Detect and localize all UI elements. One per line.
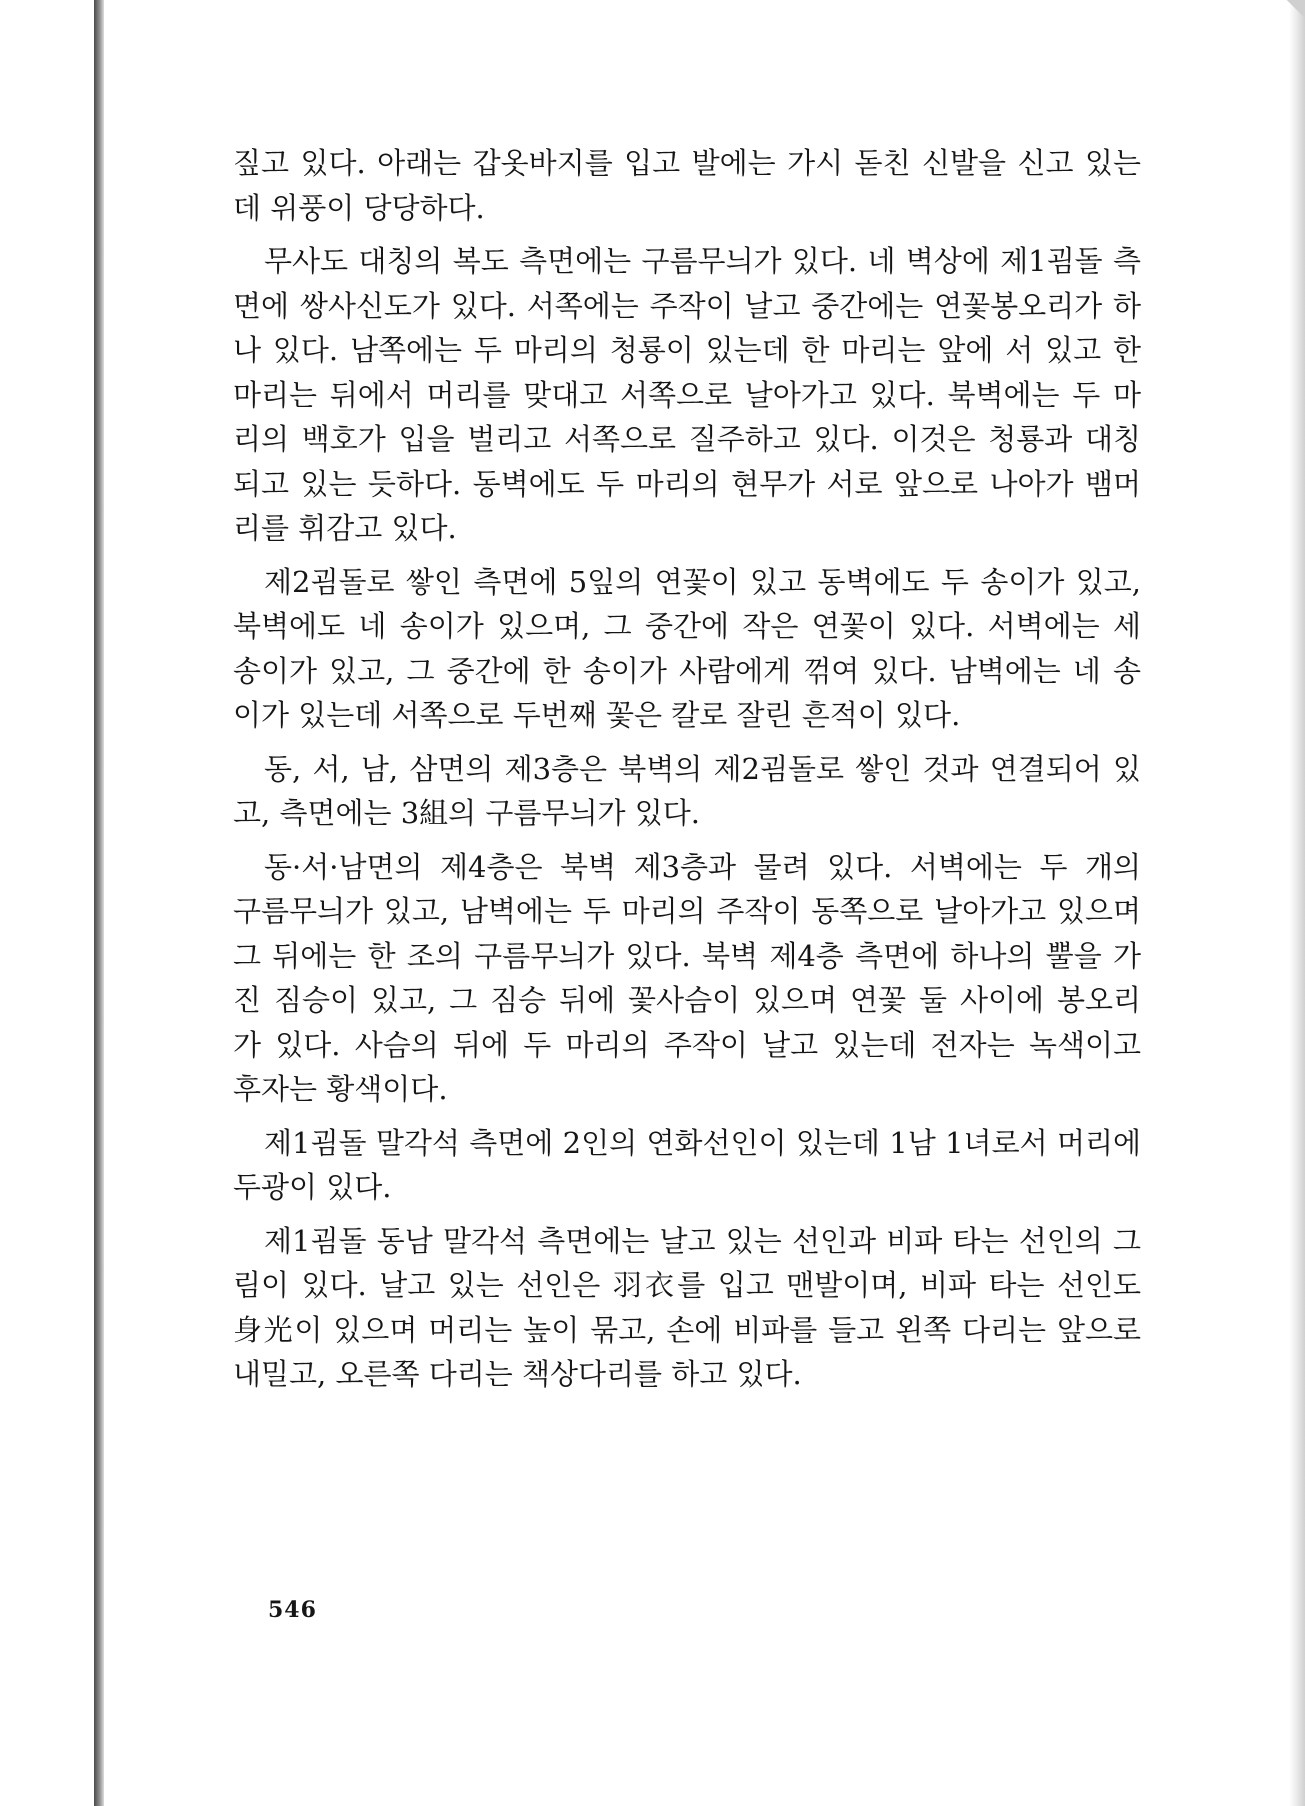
text-line: 면에 쌍사신도가 있다. 서쪽에는 주작이 날고 중간에는 연꽃봉오리가 하 <box>233 288 1141 323</box>
text-line: 마리는 뒤에서 머리를 맞대고 서쪽으로 날아가고 있다. 북벽에는 두 마 <box>233 377 1141 412</box>
page-corner-fold <box>1287 0 1305 18</box>
text-line: 리를 휘감고 있다. <box>233 511 457 545</box>
text-line: 제1굄돌 말각석 측면에 2인의 연화선인이 있는데 1남 1녀로서 머리에 <box>264 1125 1141 1160</box>
text-line: 데 위풍이 당당하다. <box>233 190 485 225</box>
text-line: 내밀고, 오른쪽 다리는 책상다리를 하고 있다. <box>233 1357 802 1391</box>
text-line: 두광이 있다. <box>233 1170 392 1204</box>
text-line: 구름무늬가 있고, 남벽에는 두 마리의 주작이 동쪽으로 날아가고 있으며 <box>233 894 1141 928</box>
page-number: 546 <box>268 1597 317 1623</box>
text-line: 身光이 있으며 머리는 높이 묶고, 손에 비파를 들고 왼쪽 다리는 앞으로 <box>233 1312 1141 1347</box>
text-line: 제1굄돌 동남 말각석 측면에는 날고 있는 선인과 비파 타는 선인의 그 <box>264 1223 1141 1258</box>
paragraph <box>233 560 1141 738</box>
text-line: 송이가 있고, 그 중간에 한 송이가 사람에게 꺾여 있다. 남벽에는 네 송 <box>233 653 1141 688</box>
text-line: 림이 있다. 날고 있는 선인은 羽衣를 입고 맨발이며, 비파 타는 선인도 <box>233 1268 1141 1302</box>
paragraph <box>233 845 1141 1112</box>
text-line: 나 있다. 남쪽에는 두 마리의 청룡이 있는데 한 마리는 앞에 서 있고 한 <box>233 333 1141 367</box>
text-line: 가 있다. 사슴의 뒤에 두 마리의 주작이 날고 있는데 전자는 녹색이고 <box>233 1027 1141 1062</box>
text-line: 진 짐승이 있고, 그 짐승 뒤에 꽃사슴이 있으며 연꽃 둘 사이에 봉오리 <box>233 983 1141 1017</box>
text-line: 제2굄돌로 쌓인 측면에 5잎의 연꽃이 있고 동벽에도 두 송이가 있고, <box>264 564 1141 599</box>
text-line: 후자는 황색이다. <box>233 1072 448 1106</box>
text-line: 리의 백호가 입을 벌리고 서쪽으로 질주하고 있다. 이것은 청룡과 대칭 <box>233 422 1141 456</box>
body-text <box>233 141 1141 1397</box>
text-line: 그 뒤에는 한 조의 구름무늬가 있다. 북벽 제4층 측면에 하나의 뿔을 가 <box>233 938 1141 973</box>
paragraph <box>233 239 1141 551</box>
text-line: 동, 서, 남, 삼면의 제3층은 북벽의 제2굄돌로 쌓인 것과 연결되어 있 <box>264 751 1141 786</box>
text-line: 짚고 있다. 아래는 갑옷바지를 입고 발에는 가시 돋친 신발을 신고 있는 <box>233 146 1141 180</box>
text-line: 북벽에도 네 송이가 있으며, 그 중간에 작은 연꽃이 있다. 서벽에는 세 <box>233 609 1141 643</box>
text-line: 무사도 대칭의 복도 측면에는 구름무늬가 있다. 네 벽상에 제1굄돌 측 <box>264 244 1141 278</box>
text-line: 되고 있는 듯하다. 동벽에도 두 마리의 현무가 서로 앞으로 나아가 뱀머 <box>233 466 1141 501</box>
paragraph <box>233 1121 1141 1210</box>
paragraph <box>233 747 1141 836</box>
paragraph <box>233 1219 1141 1397</box>
page-edge <box>1289 0 1305 1806</box>
page-binding-shadow <box>94 0 104 1806</box>
text-line: 고, 측면에는 3組의 구름무늬가 있다. <box>233 796 700 830</box>
paragraph <box>233 141 1141 230</box>
text-line: 동·서·남면의 제4층은 북벽 제3층과 물려 있다. 서벽에는 두 개의 <box>264 849 1141 884</box>
text-line: 이가 있는데 서쪽으로 두번째 꽃은 칼로 잘린 흔적이 있다. <box>233 698 961 732</box>
